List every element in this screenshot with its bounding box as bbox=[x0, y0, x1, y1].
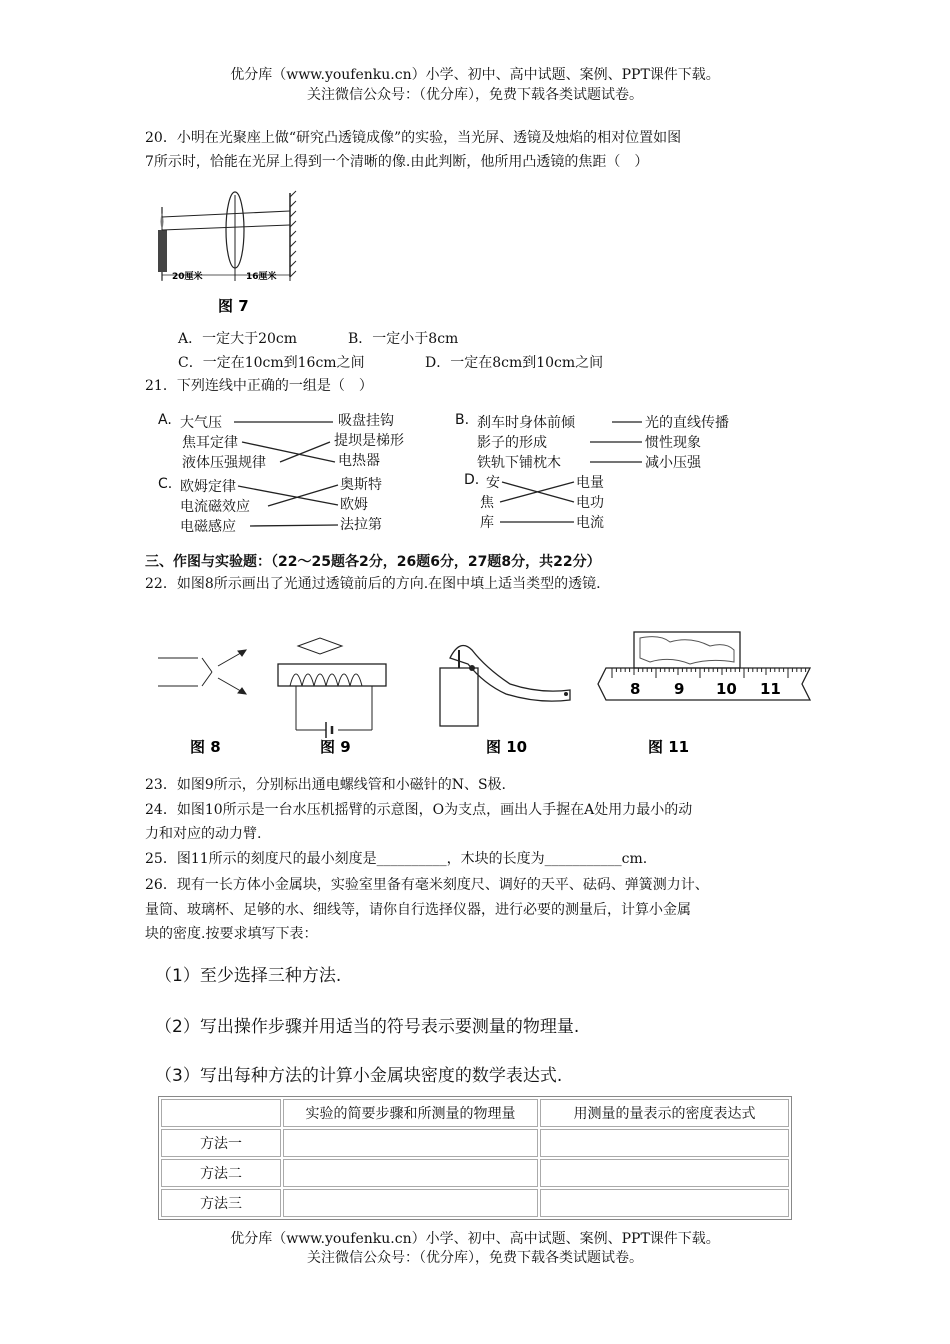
point-a-icon bbox=[564, 692, 568, 696]
q21-connector-lines bbox=[150, 405, 800, 540]
q21-a-right-2: 提坝是梯形 bbox=[334, 433, 404, 449]
q20-option-c: C．一定在10cm到16cm之间 bbox=[178, 355, 365, 371]
screen-hatch bbox=[290, 191, 296, 277]
table-answer-cell[interactable] bbox=[283, 1189, 538, 1217]
q20-option-a: A．一定大于20cm bbox=[178, 331, 298, 347]
compass-needle-icon bbox=[298, 638, 342, 654]
candle-icon bbox=[158, 230, 167, 272]
table-header-cell: 实验的简要步骤和所测量的物理量 bbox=[283, 1099, 538, 1127]
q26-requirement-1: （1）至少选择三种方法. bbox=[155, 966, 342, 986]
fig8-caption: 图 8 bbox=[190, 738, 221, 756]
q21-d-tag: D. bbox=[464, 472, 480, 488]
fig11-caption: 图 11 bbox=[648, 738, 690, 756]
q21-d-left-2: 焦 bbox=[480, 495, 494, 511]
q21-a-left-1: 大气压 bbox=[180, 415, 222, 431]
q21-stem: 21．下列连线中正确的一组是（ ） bbox=[145, 378, 373, 394]
q21-d-left-3: 库 bbox=[480, 515, 494, 531]
flame-icon bbox=[161, 213, 164, 230]
figure-7 bbox=[150, 185, 310, 320]
q21-c-left-1: 欧姆定律 bbox=[180, 479, 236, 495]
q21-b-right-1: 光的直线传播 bbox=[645, 415, 729, 431]
header-line-1: 优分库（www.youfenku.cn）小学、初中、高中试题、案例、PPT课件下载。 bbox=[230, 67, 720, 83]
table-row bbox=[161, 1159, 789, 1187]
table-header-cell: 用测量的量表示的密度表达式 bbox=[540, 1099, 789, 1127]
q26-line-2: 量筒、玻璃杯、足够的水、细线等，请你自行选择仪器，进行必要的测量后，计算小金属 bbox=[145, 902, 691, 918]
table-answer-cell[interactable] bbox=[283, 1159, 538, 1187]
q21-c-left-2: 电流磁效应 bbox=[180, 499, 250, 515]
footer-line-2: 关注微信公众号：（优分库），免费下载各类试题试卷。 bbox=[307, 1250, 643, 1266]
q21-d-right-2: 电功 bbox=[576, 495, 604, 511]
q25-text: 25．图11所示的刻度尺的最小刻度是__________，木块的长度为___________cm. bbox=[145, 851, 648, 867]
q21-c-right-1: 奥斯特 bbox=[340, 477, 382, 493]
table-header-cell bbox=[161, 1099, 281, 1127]
q21-b-tag: B. bbox=[455, 412, 470, 428]
q21-d-right-1: 电量 bbox=[576, 475, 604, 491]
ruler-label-9: 9 bbox=[674, 680, 685, 698]
table-header-row bbox=[161, 1099, 789, 1127]
table-row bbox=[161, 1129, 789, 1157]
fig9-solenoid bbox=[278, 638, 386, 738]
q21-c-right-2: 欧姆 bbox=[340, 497, 368, 513]
ruler-label-11: 11 bbox=[760, 680, 781, 698]
header-line-2: 关注微信公众号：（优分库），免费下载各类试题试卷。 bbox=[307, 87, 643, 103]
table-answer-cell[interactable] bbox=[283, 1129, 538, 1157]
ruler-label-10: 10 bbox=[716, 680, 737, 698]
q23-text: 23．如图9所示，分别标出通电螺线管和小磁针的N、S极. bbox=[145, 777, 507, 793]
ruler-ticks bbox=[612, 668, 806, 678]
ruler-label-8: 8 bbox=[630, 680, 641, 698]
fig8-light-rays bbox=[158, 650, 246, 694]
q20-option-d: D．一定在8cm到10cm之间 bbox=[425, 355, 604, 371]
fig10-caption: 图 10 bbox=[486, 738, 528, 756]
q21-b-left-3: 铁轨下铺枕木 bbox=[477, 455, 561, 471]
section-3-title: 三、作图与实验题：（22～25题各2分，26题6分，27题8分，共22分） bbox=[145, 554, 601, 570]
q24-line-1: 24．如图10所示是一台水压机摇臂的示意图，O为支点，画出人手握在A处用力最小的动 bbox=[145, 802, 693, 818]
q21-d-left-1: 安 bbox=[486, 475, 500, 491]
q26-requirement-3: （3）写出每种方法的计算小金属块密度的数学表达式. bbox=[155, 1066, 563, 1086]
q21-a-right-3: 电热器 bbox=[338, 453, 380, 469]
q21-a-left-2: 焦耳定律 bbox=[182, 435, 238, 451]
q21-b-right-2: 惯性现象 bbox=[645, 435, 701, 451]
footer-line-1: 优分库（www.youfenku.cn）小学、初中、高中试题、案例、PPT课件下载。 bbox=[230, 1231, 720, 1247]
q24-line-2: 力和对应的动力臂. bbox=[145, 826, 262, 842]
table-row-label: 方法三 bbox=[161, 1189, 281, 1217]
fig7-caption: 图 7 bbox=[218, 297, 249, 315]
q21-c-right-3: 法拉第 bbox=[340, 517, 382, 533]
q21-d-right-3: 电流 bbox=[576, 515, 604, 531]
fig7-label-20cm: 20厘米 bbox=[172, 272, 203, 282]
fig9-caption: 图 9 bbox=[320, 738, 351, 756]
table-answer-cell[interactable] bbox=[540, 1129, 789, 1157]
q21-a-right-1: 吸盘挂钩 bbox=[338, 413, 394, 429]
figures-8-to-11 bbox=[150, 628, 820, 763]
q21-b-left-2: 影子的形成 bbox=[477, 435, 547, 451]
press-cylinder-icon bbox=[440, 668, 478, 726]
answer-table bbox=[158, 1096, 792, 1220]
fig10-press-lever bbox=[440, 646, 570, 727]
q26-line-1: 26．现有一长方体小金属块，实验室里备有毫米刻度尺、调好的天平、砝码、弹簧测力计、 bbox=[145, 877, 709, 893]
table-row-label: 方法一 bbox=[161, 1129, 281, 1157]
q21-a-left-3: 液体压强规律 bbox=[182, 455, 266, 471]
pivot-o-icon bbox=[469, 665, 475, 671]
q21-b-right-3: 减小压强 bbox=[645, 455, 701, 471]
q26-line-3: 块的密度.按要求填写下表： bbox=[145, 926, 318, 942]
q20-line-2: 7所示时，恰能在光屏上得到一个清晰的像.由此判断，他所用凸透镜的焦距（ ） bbox=[145, 154, 649, 170]
q20-line-1: 20．小明在光聚座上做“研究凸透镜成像”的实验，当光屏、透镜及烛焰的相对位置如图 bbox=[145, 130, 682, 146]
q21-b-left-1: 刹车时身体前倾 bbox=[477, 415, 575, 431]
fig7-label-16cm: 16厘米 bbox=[246, 272, 277, 282]
q20-option-b: B．一定小于8cm bbox=[348, 331, 459, 347]
q21-c-tag: C. bbox=[158, 476, 173, 492]
table-row-label: 方法二 bbox=[161, 1159, 281, 1187]
q26-requirement-2: （2）写出操作步骤并用适当的符号表示要测量的物理量. bbox=[155, 1017, 580, 1037]
q21-c-left-3: 电磁感应 bbox=[180, 519, 236, 535]
table-answer-cell[interactable] bbox=[540, 1189, 789, 1217]
q21-a-tag: A. bbox=[158, 412, 172, 428]
lever-arm-icon bbox=[450, 646, 570, 702]
table-answer-cell[interactable] bbox=[540, 1159, 789, 1187]
fig11-ruler bbox=[598, 632, 810, 700]
q22-text: 22．如图8所示画出了光通过透镜前后的方向.在图中填上适当类型的透镜. bbox=[145, 576, 601, 592]
table-row bbox=[161, 1189, 789, 1217]
